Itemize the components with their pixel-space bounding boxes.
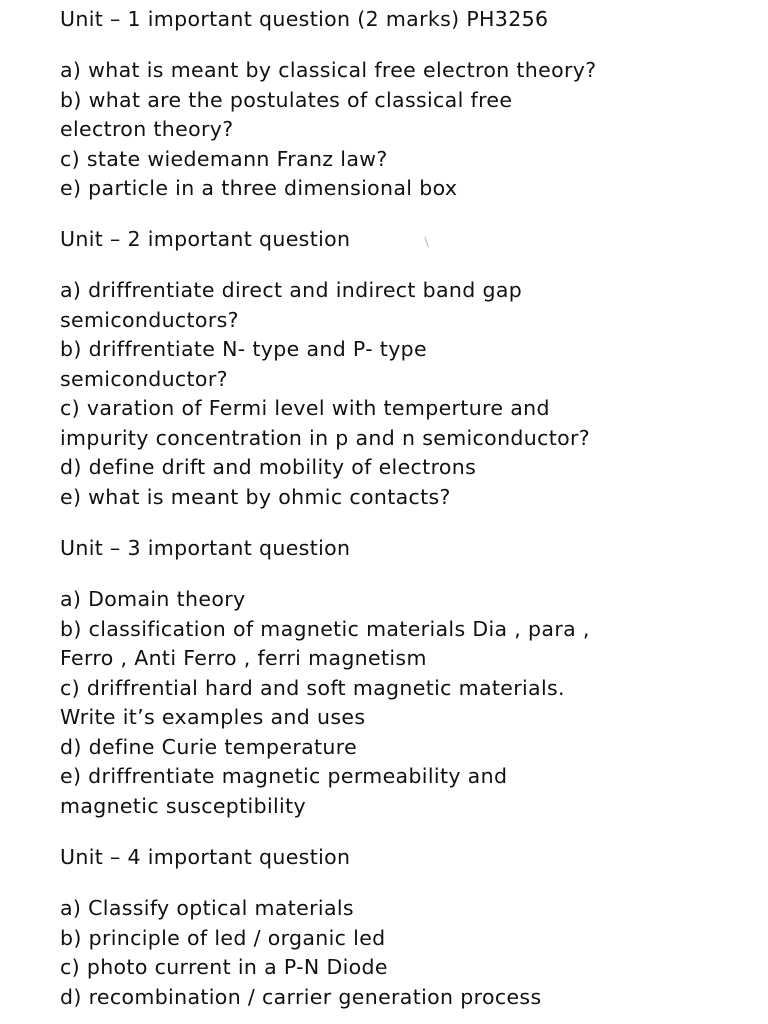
unit-1-question-a: a) what is meant by classical free electron theory? bbox=[60, 58, 597, 82]
unit-4-question-c: c) photo current in a P-N Diode bbox=[60, 955, 388, 979]
unit-3-question-c: c) driffrential hard and soft magnetic materials. bbox=[60, 676, 565, 700]
unit-2-question-b: b) driffrentiate N- type and P- type bbox=[60, 337, 428, 361]
unit-3-question-d: d) define Curie temperature bbox=[60, 735, 358, 759]
unit-1-heading: Unit – 1 important question (2 marks) PH3256 bbox=[60, 7, 549, 31]
unit-2-question-e: e) what is meant by ohmic contacts? bbox=[60, 485, 451, 509]
unit-4-question-d: d) recombination / carrier generation process bbox=[60, 985, 542, 1009]
unit-3-question-c-cont: Write it’s examples and uses bbox=[60, 705, 366, 729]
unit-3-question-e-cont: magnetic susceptibility bbox=[60, 794, 306, 818]
unit-2-question-a: a) driffrentiate direct and indirect band gap bbox=[60, 278, 523, 302]
unit-2-question-c-cont: impurity concentration in p and n semiconductor? bbox=[60, 426, 591, 450]
unit-4-heading: Unit – 4 important question bbox=[60, 845, 351, 869]
unit-4-question-a: a) Classify optical materials bbox=[60, 896, 354, 920]
unit-1-question-e: e) particle in a three dimensional box bbox=[60, 176, 458, 200]
unit-3-question-b: b) classification of magnetic materials Dia , para , bbox=[60, 617, 590, 641]
unit-1-question-c: c) state wiedemann Franz law? bbox=[60, 147, 388, 171]
unit-2-question-b-cont: semiconductor? bbox=[60, 367, 228, 391]
unit-3-question-e: e) driffrentiate magnetic permeability and bbox=[60, 764, 508, 788]
unit-3-question-b-cont: Ferro , Anti Ferro , ferri magnetism bbox=[60, 646, 427, 670]
unit-2-question-c: c) varation of Fermi level with temperture and bbox=[60, 396, 550, 420]
unit-2-question-a-cont: semiconductors? bbox=[60, 308, 239, 332]
unit-1-question-b-cont: electron theory? bbox=[60, 117, 234, 141]
unit-3-heading: Unit – 3 important question bbox=[60, 536, 351, 560]
unit-4-question-b: b) principle of led / organic led bbox=[60, 926, 386, 950]
unit-3-question-a: a) Domain theory bbox=[60, 587, 246, 611]
unit-1-question-b: b) what are the postulates of classical free bbox=[60, 88, 513, 112]
unit-2-heading: Unit – 2 important question bbox=[60, 227, 351, 251]
unit-2-question-d: d) define drift and mobility of electrons bbox=[60, 455, 477, 479]
stray-pen-mark bbox=[424, 236, 432, 248]
